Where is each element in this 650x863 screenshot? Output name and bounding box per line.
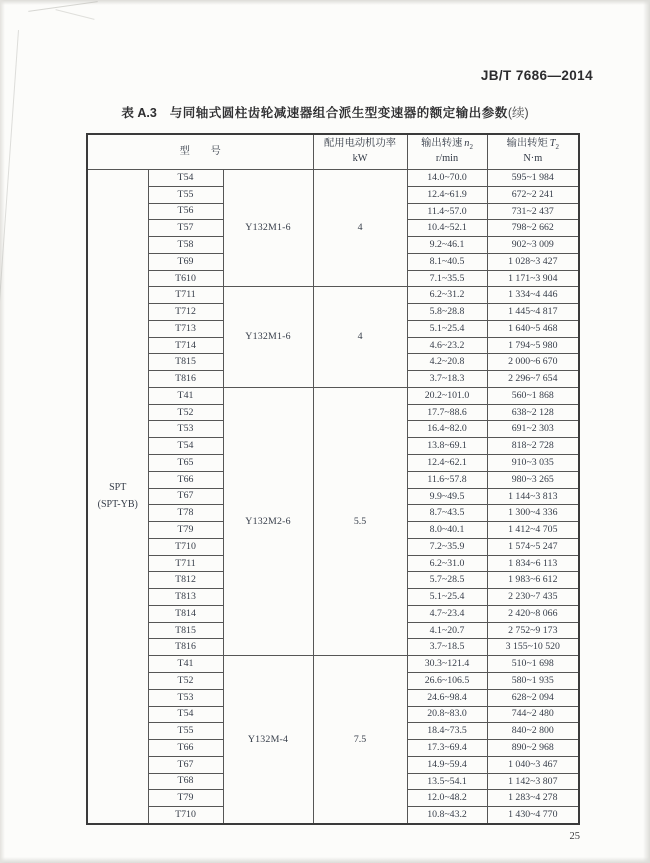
output-torque-cell: 1 794~5 980 xyxy=(487,337,579,354)
model-cell: T711 xyxy=(148,555,223,572)
motor-power-cell: 4 xyxy=(313,287,407,388)
header-row xyxy=(87,134,579,170)
output-speed-cell: 20.8~83.0 xyxy=(407,706,487,723)
output-speed-cell: 4.2~20.8 xyxy=(407,354,487,371)
output-torque-cell: 1 640~5 468 xyxy=(487,320,579,337)
output-speed-cell: 4.1~20.7 xyxy=(407,622,487,639)
model-cell: T79 xyxy=(148,522,223,539)
output-speed-cell: 9.9~49.5 xyxy=(407,488,487,505)
output-speed-cell: 5.1~25.4 xyxy=(407,320,487,337)
output-speed-cell: 18.4~73.5 xyxy=(407,723,487,740)
model-cell: T41 xyxy=(148,387,223,404)
col-header-speed: 输出转速 $n_2$ r/min xyxy=(407,134,487,170)
output-torque-cell: 1 171~3 904 xyxy=(487,270,579,287)
output-torque-cell: 595~1 984 xyxy=(487,170,579,187)
motor-model-cell: Y132M1-6 xyxy=(223,170,313,287)
output-speed-cell: 11.4~57.0 xyxy=(407,203,487,220)
model-cell: T67 xyxy=(148,756,223,773)
output-torque-cell: 1 834~6 113 xyxy=(487,555,579,572)
output-speed-cell: 3.7~18.3 xyxy=(407,371,487,388)
model-cell: T68 xyxy=(148,773,223,790)
output-torque-cell: 1 574~5 247 xyxy=(487,538,579,555)
series-name: SPT xyxy=(109,482,127,494)
col-header-power: 配用电动机功率 kW xyxy=(313,134,407,170)
output-speed-cell: 17.3~69.4 xyxy=(407,740,487,757)
output-speed-cell: 26.6~106.5 xyxy=(407,672,487,689)
output-torque-cell: 1 412~4 705 xyxy=(487,522,579,539)
model-cell: T711 xyxy=(148,287,223,304)
output-torque-cell: 2 296~7 654 xyxy=(487,371,579,388)
output-speed-cell: 8.1~40.5 xyxy=(407,253,487,270)
output-torque-cell: 1 430~4 770 xyxy=(487,807,579,824)
scan-artifact xyxy=(55,9,94,20)
table-row xyxy=(87,287,579,304)
table-caption-continued: (续) xyxy=(507,106,529,120)
output-speed-cell: 4.6~23.2 xyxy=(407,337,487,354)
model-cell: T813 xyxy=(148,589,223,606)
model-cell: T814 xyxy=(148,605,223,622)
model-cell: T54 xyxy=(148,706,223,723)
col-header-model: 型 号 xyxy=(87,134,313,170)
model-cell: T53 xyxy=(148,689,223,706)
model-cell: T67 xyxy=(148,488,223,505)
output-torque-cell: 798~2 662 xyxy=(487,220,579,237)
output-torque-cell: 628~2 094 xyxy=(487,689,579,706)
model-cell: T69 xyxy=(148,253,223,270)
model-cell: T52 xyxy=(148,672,223,689)
output-speed-cell: 20.2~101.0 xyxy=(407,387,487,404)
table-header xyxy=(87,134,579,170)
model-cell: T58 xyxy=(148,237,223,254)
col-header-torque: 输出转矩 $T_2$ N·m xyxy=(487,134,579,170)
model-cell: T55 xyxy=(148,723,223,740)
output-torque-cell: 672~2 241 xyxy=(487,186,579,203)
table-caption-number: 表 A.3 xyxy=(121,106,157,120)
table-caption xyxy=(0,103,650,121)
scan-edge-right xyxy=(643,0,650,863)
model-cell: T52 xyxy=(148,404,223,421)
output-speed-cell: 4.7~23.4 xyxy=(407,605,487,622)
model-cell: T710 xyxy=(148,538,223,555)
motor-power-cell: 4 xyxy=(313,170,407,287)
output-torque-cell: 691~2 303 xyxy=(487,421,579,438)
output-torque-cell: 1 334~4 446 xyxy=(487,287,579,304)
output-torque-cell: 1 040~3 467 xyxy=(487,756,579,773)
output-speed-cell: 5.1~25.4 xyxy=(407,589,487,606)
output-torque-cell: 3 155~10 520 xyxy=(487,639,579,656)
model-cell: T66 xyxy=(148,471,223,488)
table-row xyxy=(87,387,579,404)
output-speed-cell: 14.9~59.4 xyxy=(407,756,487,773)
table-row xyxy=(87,170,579,187)
output-torque-cell: 1 983~6 612 xyxy=(487,572,579,589)
model-cell: T57 xyxy=(148,220,223,237)
output-torque-cell: 910~3 035 xyxy=(487,455,579,472)
output-torque-cell: 2 000~6 670 xyxy=(487,354,579,371)
output-torque-cell: 2 420~8 066 xyxy=(487,605,579,622)
model-cell: T815 xyxy=(148,354,223,371)
model-cell: T812 xyxy=(148,572,223,589)
output-speed-cell: 10.4~52.1 xyxy=(407,220,487,237)
output-speed-cell: 11.6~57.8 xyxy=(407,471,487,488)
output-speed-cell: 16.4~82.0 xyxy=(407,421,487,438)
output-torque-cell: 818~2 728 xyxy=(487,438,579,455)
series-variant: (SPT-YB) xyxy=(97,499,138,511)
scan-edge-bottom xyxy=(0,857,650,863)
model-cell: T816 xyxy=(148,371,223,388)
table-body xyxy=(87,170,579,824)
output-torque-cell: 744~2 480 xyxy=(487,706,579,723)
output-speed-cell: 6.2~31.0 xyxy=(407,555,487,572)
output-torque-cell: 902~3 009 xyxy=(487,237,579,254)
model-cell: T41 xyxy=(148,656,223,673)
model-cell: T56 xyxy=(148,203,223,220)
model-cell: T66 xyxy=(148,740,223,757)
output-speed-cell: 14.0~70.0 xyxy=(407,170,487,187)
series-label-cell xyxy=(87,170,148,824)
output-speed-cell: 6.2~31.2 xyxy=(407,287,487,304)
output-speed-cell: 12.4~61.9 xyxy=(407,186,487,203)
scan-edge-left xyxy=(0,0,5,863)
page-number: 25 xyxy=(569,831,580,842)
output-speed-cell: 3.7~18.5 xyxy=(407,639,487,656)
output-speed-cell: 12.4~62.1 xyxy=(407,455,487,472)
model-cell: T55 xyxy=(148,186,223,203)
output-torque-cell: 510~1 698 xyxy=(487,656,579,673)
motor-model-cell: Y132M2-6 xyxy=(223,387,313,655)
model-cell: T713 xyxy=(148,320,223,337)
motor-model-cell: Y132M1-6 xyxy=(223,287,313,388)
output-speed-cell: 5.7~28.5 xyxy=(407,572,487,589)
output-speed-cell: 13.8~69.1 xyxy=(407,438,487,455)
output-speed-cell: 24.6~98.4 xyxy=(407,689,487,706)
model-cell: T610 xyxy=(148,270,223,287)
motor-model-cell: Y132M-4 xyxy=(223,656,313,824)
motor-power-cell: 7.5 xyxy=(313,656,407,824)
output-torque-cell: 1 142~3 807 xyxy=(487,773,579,790)
doc-code: JB/T 7686—2014 xyxy=(480,68,593,83)
table-caption-title: 与同轴式圆柱齿轮减速器组合派生型变速器的额定输出参数 xyxy=(169,106,508,120)
output-speed-cell: 17.7~88.6 xyxy=(407,404,487,421)
model-cell: T78 xyxy=(148,505,223,522)
output-speed-cell: 5.8~28.8 xyxy=(407,304,487,321)
model-cell: T815 xyxy=(148,622,223,639)
model-cell: T79 xyxy=(148,790,223,807)
output-torque-cell: 980~3 265 xyxy=(487,471,579,488)
output-torque-cell: 2 752~9 173 xyxy=(487,622,579,639)
output-torque-cell: 840~2 800 xyxy=(487,723,579,740)
output-speed-cell: 7.1~35.5 xyxy=(407,270,487,287)
model-cell: T54 xyxy=(148,170,223,187)
output-speed-cell: 8.0~40.1 xyxy=(407,522,487,539)
model-cell: T714 xyxy=(148,337,223,354)
output-torque-cell: 890~2 968 xyxy=(487,740,579,757)
output-speed-cell: 12.0~48.2 xyxy=(407,790,487,807)
output-torque-cell: 731~2 437 xyxy=(487,203,579,220)
model-cell: T65 xyxy=(148,455,223,472)
table-row xyxy=(87,656,579,673)
output-torque-cell: 1 144~3 813 xyxy=(487,488,579,505)
rated-output-table xyxy=(86,133,580,825)
output-torque-cell: 638~2 128 xyxy=(487,404,579,421)
model-cell: T710 xyxy=(148,807,223,824)
output-speed-cell: 30.3~121.4 xyxy=(407,656,487,673)
output-torque-cell: 1 300~4 336 xyxy=(487,505,579,522)
motor-power-cell: 5.5 xyxy=(313,387,407,655)
output-speed-cell: 13.5~54.1 xyxy=(407,773,487,790)
output-speed-cell: 7.2~35.9 xyxy=(407,538,487,555)
model-cell: T54 xyxy=(148,438,223,455)
output-speed-cell: 10.8~43.2 xyxy=(407,807,487,824)
output-torque-cell: 560~1 868 xyxy=(487,387,579,404)
output-speed-cell: 9.2~46.1 xyxy=(407,237,487,254)
output-speed-cell: 8.7~43.5 xyxy=(407,505,487,522)
output-torque-cell: 1 283~4 278 xyxy=(487,790,579,807)
output-torque-cell: 1 445~4 817 xyxy=(487,304,579,321)
model-cell: T816 xyxy=(148,639,223,656)
model-cell: T53 xyxy=(148,421,223,438)
output-torque-cell: 580~1 935 xyxy=(487,672,579,689)
output-torque-cell: 1 028~3 427 xyxy=(487,253,579,270)
output-torque-cell: 2 230~7 435 xyxy=(487,589,579,606)
model-cell: T712 xyxy=(148,304,223,321)
